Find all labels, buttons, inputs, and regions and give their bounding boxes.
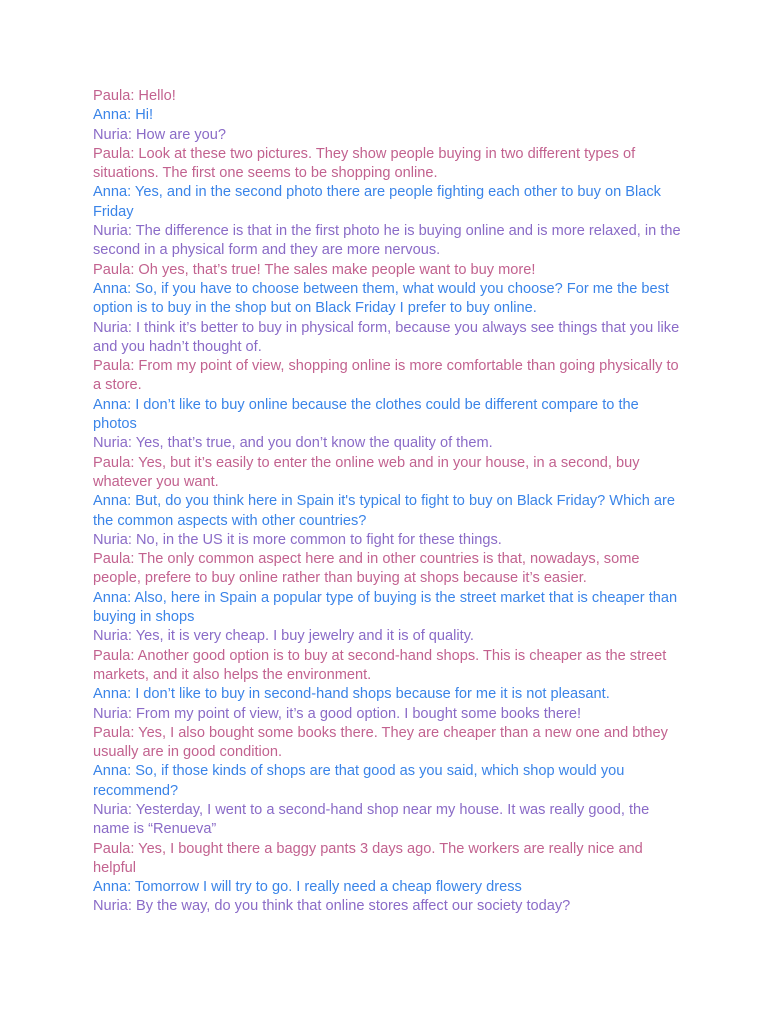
dialogue-line-nuria: Nuria: The difference is that in the first photo he is buying online and is more relaxed, in the second in a physical form and they are more nervous. [93, 223, 681, 259]
dialogue-line-paula: Paula: Look at these two pictures. They show people buying in two different types of situations. The first one seems to be shopping online. [93, 145, 636, 182]
dialogue-line-nuria: Nuria: No, in the US it is more common to fight for these things. [93, 531, 502, 548]
dialogue-line-anna: Anna: Also, here in Spain a popular type of buying is the street market that is cheaper than buying in shops [93, 589, 678, 626]
dialogue-line-anna: Anna: But, do you think here in Spain it's typical to fight to buy on Black Friday? Which are the common aspects with other countries? [93, 493, 675, 529]
dialogue-line-nuria: Nuria: Yes, that’s true, and you don’t know the quality of them. [93, 435, 493, 452]
dialogue-line-paula: Paula: From my point of view, shopping online is more comfortable than going physically to a store. [93, 358, 679, 394]
dialogue-line-nuria: Nuria: I think it’s better to buy in physical form, because you always see things that you like and you hadn’t thought of. [93, 319, 680, 355]
dialogue-line-paula: Paula: Yes, I bought there a baggy pants 3 days ago. The workers are really nice and helpful [93, 840, 643, 876]
dialogue-line-nuria: Nuria: How are you? [93, 126, 227, 143]
dialogue-line-paula: Paula: Hello! [93, 88, 176, 104]
dialogue-line-paula: Paula: The only common aspect here and in other countries is that, nowadays, some people, prefere to buy online rather than buying at shops because it’s easier. [93, 551, 640, 587]
dialogue-line-nuria: Nuria: Yesterday, I went to a second-hand shop near my house. It was really good, the name is “Renueva” [93, 801, 650, 838]
dialogue-line-anna: Anna: Tomorrow I will try to go. I really need a cheap flowery dress [93, 879, 522, 896]
dialogue-line-anna: Anna: So, if those kinds of shops are that good as you said, which shop would you recommend? [93, 763, 625, 799]
dialogue-line-anna: Anna: I don’t like to buy in second-hand shops because for me it is not pleasant. [93, 686, 610, 703]
dialogue-line-paula: Paula: Another good option is to buy at second-hand shops. This is cheaper as the street markets, and it also helps the environment. [93, 647, 667, 683]
dialogue-line-anna: Anna: I don’t like to buy online because the clothes could be different compare to the photos [93, 396, 639, 433]
dialogue-line-nuria: Nuria: Yes, it is very cheap. I buy jewelry and it is of quality. [93, 628, 474, 645]
dialogue-line-nuria: Nuria: By the way, do you think that online stores affect our society today? [93, 898, 571, 915]
dialogue-line-anna: Anna: Hi! [93, 107, 154, 124]
dialogue-line-anna: Anna: Yes, and in the second photo there are people fighting each other to buy on Black Friday [93, 184, 661, 220]
dialogue-line-paula: Paula: Yes, but it’s easily to enter the online web and in your house, in a second, buy whatever you want. [93, 454, 640, 490]
dialogue-document [93, 87, 683, 917]
dialogue-line-anna: Anna: So, if you have to choose between them, what would you choose? For me the best option is to buy in the shop but on Black Friday I prefer to buy online. [93, 280, 669, 317]
dialogue-line-paula: Paula: Yes, I also bought some books there. They are cheaper than a new one and bthey usually are in good condition. [93, 724, 668, 761]
dialogue-line-nuria: Nuria: From my point of view, it’s a good option. I bought some books there! [93, 705, 582, 722]
dialogue-line-paula: Paula: Oh yes, that’s true! The sales make people want to buy more! [93, 261, 536, 278]
